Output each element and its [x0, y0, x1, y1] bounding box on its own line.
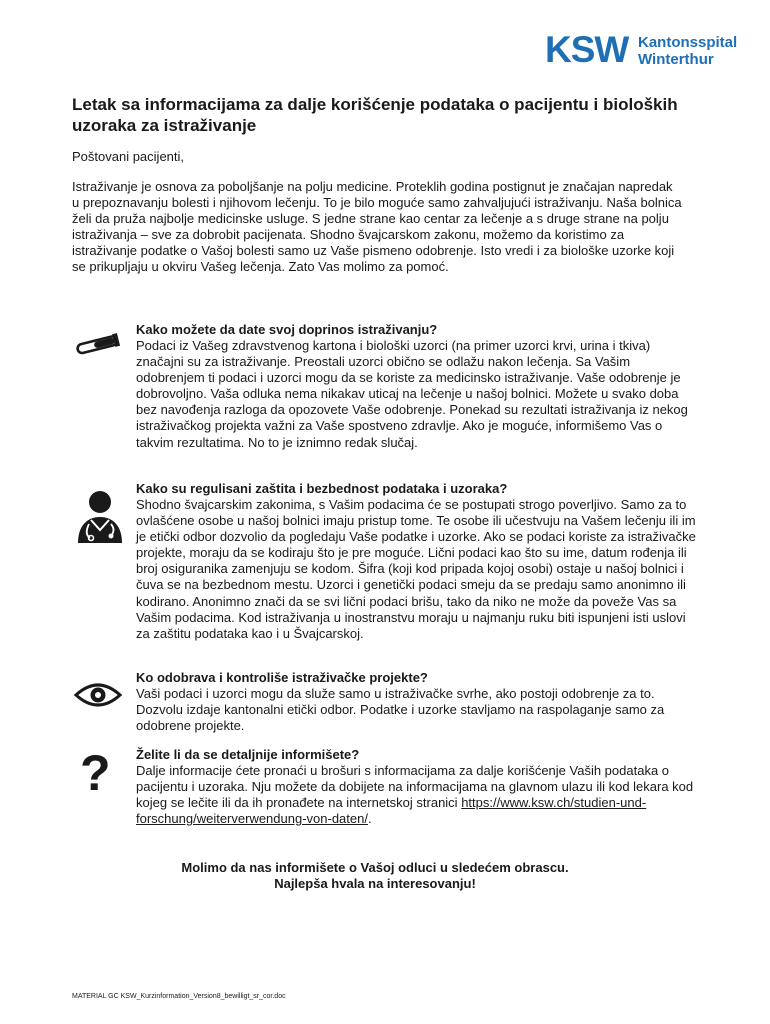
section-approval — [136, 670, 696, 734]
closing — [100, 860, 650, 892]
logo-line-1: Kantonsspital — [638, 34, 738, 51]
link-suffix: . — [367, 811, 372, 827]
question-mark-icon: ? — [80, 745, 111, 801]
section-more-info — [136, 747, 696, 827]
section-body: Vaši podaci i uzorci mogu da služe samo u istraživačke svrhe, ako postoji odobrenje za to. Dozvolu izdaje kantonalni etički odbor. Podatke i uzorke stavljamo na raspolaganje samo za odobrene projekte. — [136, 686, 665, 734]
section-contribution — [136, 322, 696, 451]
doctor-icon — [74, 490, 126, 544]
ksw-logo — [545, 30, 740, 70]
test-tube-icon — [74, 333, 122, 355]
section-heading: Kako možete da date svoj doprinos istraživanju? — [136, 322, 438, 337]
intro-paragraph: Istraživanje je osnova za poboljšanje na polju medicine. Proteklih godina postignut je značajan napredak u prepoznavanju bolesti i njihovom lečenju. To je bilo moguće samo zahvaljujući istraživanju. Naša bolnica želi da pruža najbolje medicinske usluge. S jedne strane kao centar za lečenje a s druge strane na polju istraživanja – sve za dobrobit pacijenata. Shodno švajcarskom zakonu, možemo da koristimo za istraživanje podatke o Vašoj bolesti samo uz Vaše pismeno odobrenje. Isto vredi i za biološke uzorke koji se prikupljaju u okviru Vašeg lečenja. Zato Vas molimo za pomoć. — [72, 179, 682, 275]
closing-line-1: Molimo da nas informišete o Vašoj odluci u sledećem obrascu. — [181, 860, 569, 875]
logo-mark: KSW — [545, 29, 629, 70]
section-body — [136, 763, 696, 827]
eye-icon — [74, 681, 122, 709]
section-heading: Ko odobrava i kontroliše istraživačke projekte? — [136, 670, 428, 685]
section-body: Shodno švajcarskim zakonima, s Vašim podacima će se postupati strogo poverljivo. Samo za to ovlašćene osobe u našoj bolnici imaju pristup tome. Te osobe ili učestvuju na Vašem lečenju ili im je etički odbor dozvolio da pogledaju Vaše podatke i uzorke. Ako se podaci koriste za istraživačke projekte, moraju da se kodiraju što je pre moguće. Lični podaci kao što su ime, datum rođenja ili broj osiguranika zamenjuju se kodom. Šifra (koji kod pripada kojoj osobi) ostaje u našoj bolnici i čuva se na bezbednom mestu. Uzorci i genetički podaci smeju da se predaju samo anonimno ili kodirano. Anonimno znači da se svi lični podaci brišu, tako da niko ne može da poveže Vas sa Vašim podacima. Kod istraživanja u inostranstvu moraju u najmanju ruku biti ispunjeni isti uslovi za zaštitu podataka kao i u Švajcarskoj. — [136, 497, 696, 641]
section-body-text: Dalje informacije ćete pronaći u brošuri s informacijama za dalje korišćenje Vaših podataka o pacijentu i uzoraka. Nju možete da dobijete na informacijama na glavnom ulazu ili kod lekara kod kojeg se lečite ili da ih pronađete na internetskoj stranici — [136, 763, 694, 811]
section-body: Podaci iz Vašeg zdravstvenog kartona i biološki uzorci (na primer uzorci krvi, urina i tkiva) značajni su za istraživanje. Preostali uzorci obično se odlažu nakon lečenja. Sa Vašim odobrenjem ti podaci i uzorci mogu da se koriste za medicinsko istraživanje. Vaše odobrenje je dobrovoljno. Vaša odluka nema nikakav uticaj na lečenje u našoj bolnici. Možete u svako doba bez navođenja razloga da opozovete Vaše odobrenje. Ponekad su rezultati istraživanja iz nekog istraživačkog projekta važni za Vaše spostveno zdravlje. Ako je moguće, informišemo Vas o takvim rezultatima. No to je iznimno redak slučaj. — [136, 338, 688, 450]
footer-filename: MATERIAL GC KSW_Kurzinformation_Version8_bewilligt_sr_cor.doc — [72, 993, 286, 1000]
section-data-protection — [136, 481, 696, 642]
logo-text — [638, 34, 737, 68]
section-heading: Želite li da se detaljnije informišete? — [136, 747, 360, 762]
document-title: Letak sa informacijama za dalje korišćenje podataka o pacijentu i bioloških uzoraka za istraživanje — [72, 95, 678, 135]
greeting: Poštovani pacijenti, — [72, 149, 185, 164]
info-link[interactable]: https://www.ksw.ch/studien-und-forschung/weiterverwendung-von-daten/ — [136, 795, 647, 827]
section-heading: Kako su regulisani zaštita i bezbednost podataka i uzoraka? — [136, 481, 508, 496]
closing-line-2: Najlepša hvala na interesovanju! — [274, 876, 476, 891]
logo-line-2: Winterthur — [638, 51, 714, 68]
